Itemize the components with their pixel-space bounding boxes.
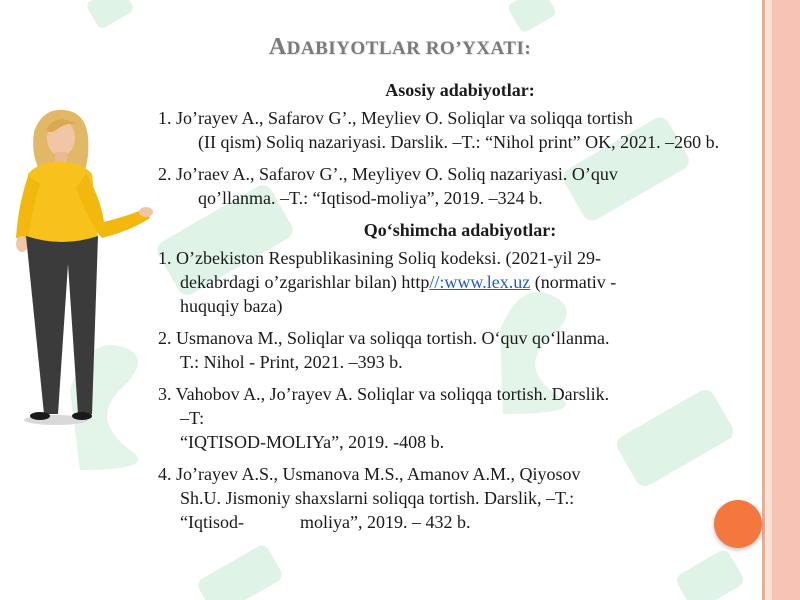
decor-stripe-inner: [762, 0, 765, 600]
main-ref-1-rest: (II qism) Soliq nazariyasi. Darslik. –T.: “Nihol print” OK, 2021. –260 b.: [198, 132, 720, 152]
main-ref-2: [158, 162, 762, 210]
extra-ref-4-line3a: “Iqtisod-: [180, 512, 244, 532]
accent-circle: [714, 500, 762, 548]
lex-uz-link[interactable]: //:www.lex.uz: [429, 272, 531, 292]
heading-extra-literature: Qo‘shimcha adabiyotlar:: [363, 220, 557, 240]
extra-ref-3: [158, 382, 762, 454]
main-ref-1-line1: 1. Jo’rayev A., Safarov G’., Meyliev O. Soliqlar va soliqqa tortish: [158, 108, 633, 128]
extra-ref-1-line2-end: (normativ -: [530, 272, 617, 292]
extra-ref-4-line3: [158, 510, 762, 534]
extra-ref-1-line2: [158, 270, 762, 294]
extra-ref-3-line2: –T:: [180, 408, 205, 428]
main-ref-1: [158, 106, 762, 154]
extra-ref-3-line1: 3. Vahobov A., Jo’rayev A. Soliqlar va soliqqa tortish. Darslik.: [158, 384, 610, 404]
title-rest: DABIYOTLAR RO’YXATI:: [286, 38, 532, 59]
slide-title: [0, 34, 800, 61]
extra-ref-1-line3: huquqiy baza): [180, 296, 283, 316]
extra-ref-2-line2: T.: Nihol - Print, 2021. –393 b.: [180, 352, 403, 372]
extra-ref-1-line2-start: dekabrdagi o’zgarishlar bilan) http: [180, 272, 430, 292]
references-content: [158, 78, 762, 542]
extra-ref-4-line3b: moliya”, 2019. – 432 b.: [299, 512, 471, 532]
extra-ref-1-line1: 1. O’zbekiston Respublikasining Soliq kodeksi. (2021-yil 29-: [158, 248, 601, 268]
extra-ref-2: [158, 326, 762, 374]
extra-ref-2-line1: 2. Usmanova M., Soliqlar va soliqqa tortish. O‘quv qo‘llanma.: [158, 328, 610, 348]
main-ref-2-rest: qo’llanma. –T.: “Iqtisod-moliya”, 2019. –324 b.: [198, 188, 543, 208]
extra-ref-4-line1: 4. Jo’rayev A.S., Usmanova M.S., Amanov A.M., Qiyosov: [158, 464, 581, 484]
extra-ref-3-line3: “IQTISOD-MOLIYa”, 2019. -408 b.: [180, 432, 445, 452]
decor-stripe-outer: [772, 0, 800, 600]
main-ref-2-line1: 2. Jo’raev A., Safarov G’., Meyliyev O. Soliq nazariyasi. O’quv: [158, 164, 618, 184]
heading-main-literature: Asosiy adabiyotlar:: [385, 80, 535, 100]
extra-ref-4: [158, 462, 762, 534]
extra-ref-4-line2: Sh.U. Jismoniy shaxslarni soliqqa tortish. Darslik, –T.:: [180, 488, 575, 508]
title-first-letter: A: [268, 34, 287, 60]
extra-ref-1: [158, 246, 762, 318]
presenter-woman-illustration: [6, 108, 156, 428]
